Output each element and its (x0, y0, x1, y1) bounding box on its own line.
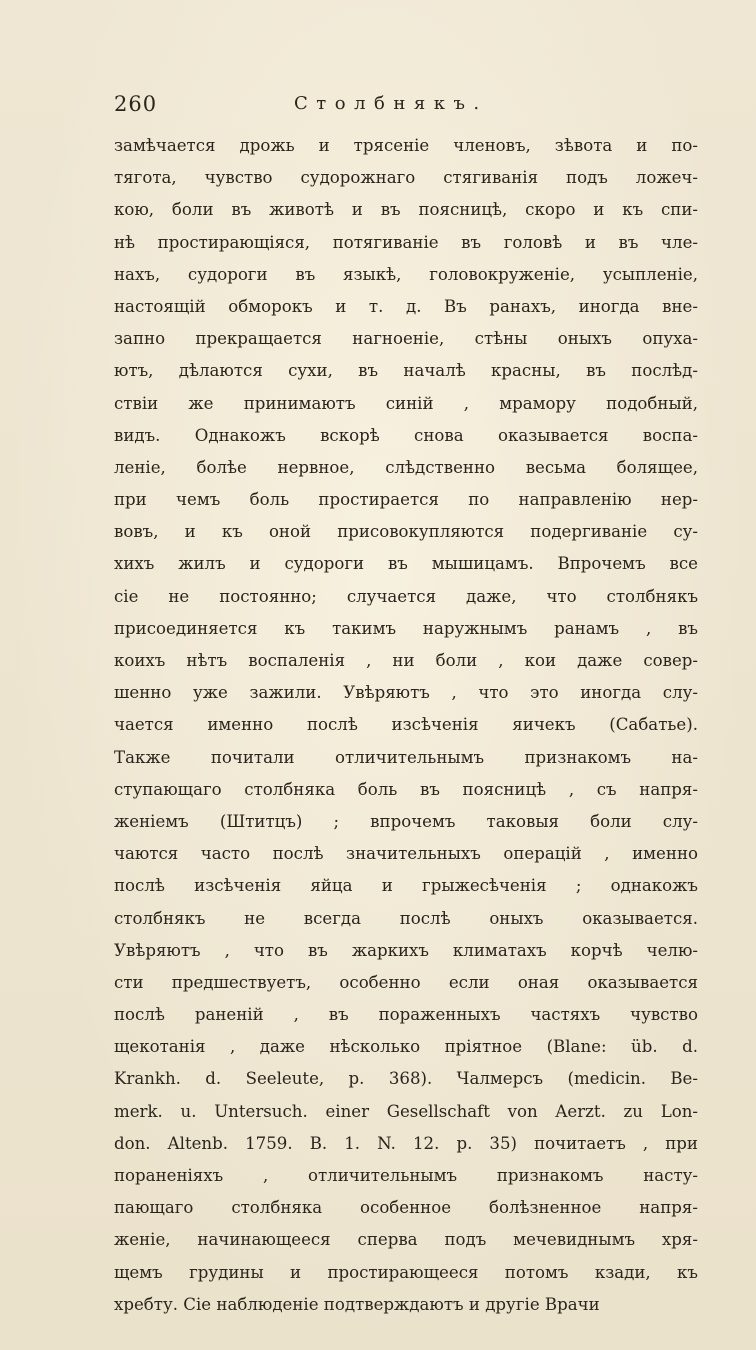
text-line: нахъ, судороги въ языкѣ, головокруженіе, усыпленіе, (114, 264, 698, 284)
text-line: Krankh. d. Seeleute, p. 368). Чалмерсъ (medicin. Be- (114, 1069, 698, 1089)
text-line: merk. u. Untersuch. einer Gesellschaft von Aerzt. zu Lon- (114, 1101, 698, 1121)
text-line: при чемъ боль простирается по направленію нер- (114, 490, 698, 510)
text-line: послѣ раненій , въ пораженныхъ частяхъ чувство (114, 1005, 698, 1025)
text-line: сіе не постоянно; случается даже, что столбнякъ (114, 586, 698, 606)
text-line: послѣ изсѣченія яйца и грыжесѣченія ; однакожъ (114, 876, 698, 896)
text-line: вовъ, и къ оной присовокупляются подергиваніе су- (114, 522, 698, 542)
text-line: Увѣряютъ , что въ жаркихъ климатахъ корчѣ челю- (114, 940, 698, 960)
text-line: чается именно послѣ изсѣченія яичекъ (Сабатье). (114, 715, 698, 735)
text-line: настоящій обморокъ и т. д. Въ ранахъ, иногда вне- (114, 296, 698, 316)
text-line: тягота, чувство судорожнаго стягиванія подъ ложеч- (114, 168, 698, 188)
text-line: щекотанія , даже нѣсколько пріятное (Blane: üb. d. (114, 1037, 698, 1057)
text-line: чаются часто послѣ значительныхъ операцій , именно (114, 844, 698, 864)
text-line: пораненіяхъ , отличительнымъ признакомъ насту- (114, 1166, 698, 1185)
text-line: ступающаго столбняка боль въ поясницѣ , съ напря- (114, 779, 698, 799)
text-line: хихъ жилъ и судороги въ мышицамъ. Впрочемъ все (114, 554, 698, 574)
text-line: коихъ нѣтъ воспаленія , ни боли , кои даже совер- (114, 651, 698, 670)
text-line: пающаго столбняка особенное болѣзненное напря- (114, 1198, 698, 1218)
text-line: запно прекращается нагноеніе, стѣны оныхъ опуха- (114, 329, 698, 349)
text-line: нѣ простирающіяся, потягиваніе въ головѣ и въ чле- (114, 232, 698, 252)
running-head (114, 88, 698, 120)
text-line: кою, боли въ животѣ и въ поясницѣ, скоро и къ спи- (114, 200, 698, 220)
text-line: шенно уже зажили. Увѣряютъ , что это иногда слу- (114, 683, 698, 703)
text-line: леніе, болѣе нервное, слѣдственно весьма болящее, (114, 457, 698, 477)
text-line: Также почитали отличительнымъ признакомъ на- (114, 747, 698, 767)
page-header-title: Столбнякъ. (294, 93, 488, 114)
text-line: ютъ, дѣлаются сухи, въ началѣ красны, въ послѣд- (114, 361, 698, 381)
text-line: ствіи же принимаютъ синій , мрамору подобный, (114, 393, 698, 413)
body-text (114, 130, 698, 1321)
text-line: женіемъ (Штитцъ) ; впрочемъ таковыя боли слу- (114, 811, 698, 831)
text-line: присоединяется къ такимъ наружнымъ ранамъ , въ (114, 618, 698, 638)
text-line: столбнякъ не всегда послѣ оныхъ оказывается. (114, 908, 698, 928)
text-line: женіе, начинающееся сперва подъ мечевиднымъ хря- (114, 1230, 698, 1250)
text-line: видъ. Однакожъ вскорѣ снова оказывается воспа- (114, 425, 698, 445)
text-line: сти предшествуетъ, особенно если оная оказывается (114, 972, 698, 992)
text-line: don. Altenb. 1759. B. 1. N. 12. p. 35) почитаетъ , при (114, 1133, 698, 1153)
page-number: 260 (114, 92, 158, 116)
text-line: замѣчается дрожь и трясеніе членовъ, зѣвота и по- (114, 136, 698, 155)
text-line: хребту. Сіе наблюденіе подтверждаютъ и другіе Врачи (114, 1294, 600, 1314)
text-line: щемъ грудины и простирающееся потомъ кзади, къ (114, 1262, 698, 1282)
